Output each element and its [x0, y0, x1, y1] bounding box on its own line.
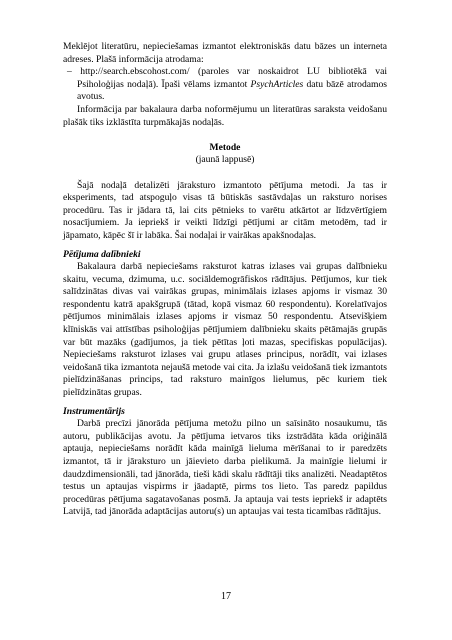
participants-paragraph: Bakalaura darbā nepieciešams raksturot katras izlases vai grupas dalībnieku skaitu, vecuma, dzimuma, u.c. sociāldemogrāfiskos rādītājus. Pētījumos, kur tiek salīdzinātas divas vai vairākas grupas, minimālais izlases apjoms ir vismaz 30 respondentu katrā apakšgrupā (tātad, kopā vismaz 60 respondentu). Korelatīvajos pētījumos minimālais izlases apjoms ir vismaz 50 respondentu. Atsevišķiem klīniskās vai attīstības psiholoģijas pētījumiem dalībnieku skaits pētāmajās grupās var būt mazāks (gadījumos, ja tiek pētītas ļoti mazas, specifiskas populācijas). Nepieciešams raksturot izlases vai grupu atlases principus, norādīt, vai izlases veidošanā tika izmantota nejaušā metode vai cita. Ja izlašu veidošanā tiek izmantots pielīdzināšanas princips, tad raksturo mainīgos lielumus, pēc kuriem tiek pielīdzinātas grupas.: [63, 261, 387, 399]
bullet-text: http://search.ebscohost.com/ (paroles var noskaidrot LU bibliotēkā vai Psiholoģijas nodaļā). Īpaši vēlams izmantot: [77, 66, 387, 90]
method-paragraph: Šajā nodaļā detalizēti jāraksturo izmantoto pētījuma metodi. Ja tas ir eksperiments, tad atspoguļo visas tā būtiskās sastāvdaļas un raksturo norises procedūru. Tas ir jādara tā, lai cits pētnieks to varētu atkārtot ar līdzvērtīgiem nosacījumiem. Ja iepriekš ir veikti līdzīgi pētījumi ar citām metodēm, tad ir jāpamato, kāpēc šī ir labāka. Šai nodaļai ir vairākas apakšnodaļas.: [63, 179, 387, 241]
page-number: 17: [221, 591, 231, 602]
section-subheading-method: (jaunā lappusē): [195, 154, 255, 166]
section-heading-method: Metode: [209, 141, 241, 153]
bullet-list-item: [63, 66, 387, 104]
database-name: PsychArticles: [250, 78, 304, 90]
formatting-note-paragraph: Informācija par bakalaura darba noformējumu un literatūras saraksta veidošanu plašāk tiks izklāstīta turpmākajās nodaļās.: [63, 103, 387, 128]
subsection-heading-instruments: Instrumentārijs: [63, 405, 125, 417]
intro-paragraph: Meklējot literatūru, nepieciešamas izmantot elektroniskās datu bāzes un interneta adreses. Plašā informācija atrodama:: [63, 41, 387, 65]
bullet-text-end: datu bāzē atrodamos avotus.: [77, 78, 387, 103]
spacer: [63, 167, 387, 180]
document-page: [63, 41, 387, 519]
instruments-paragraph: Darbā precīzi jānorāda pētījuma metožu pilno un saīsināto nosaukumu, tās autoru, publikācijas avotu. Ja pētījuma ietvaros tiks izstrādāta kāda oriģinālā aptauja, nepieciešams norādīt kāda mainīgā lieluma mērīšanai to ir paredzēts izmantot, tā ir jāraksturo un jāievieto darba pielikumā. Ja mainīgie lielumi ir daudzdimensionāli, tad jānorāda, tieši kādi skalu rādītāji tiks analizēti. Neadaptētos testus un aptaujas vispirms ir jāadaptē, pirms tos lieto. Tas paredz papildus procedūras pētījuma sagatavošanas posmā. Ja aptauja vai tests iepriekš ir adaptēts Latvijā, tad jānorāda adaptācijas autoru(s) un aptaujas vai testa ticamības rādītājus.: [63, 418, 387, 518]
bullet-dash: –: [67, 66, 72, 78]
subsection-heading-participants: Pētījuma dalībnieki: [63, 248, 141, 260]
spacer: [63, 129, 387, 142]
